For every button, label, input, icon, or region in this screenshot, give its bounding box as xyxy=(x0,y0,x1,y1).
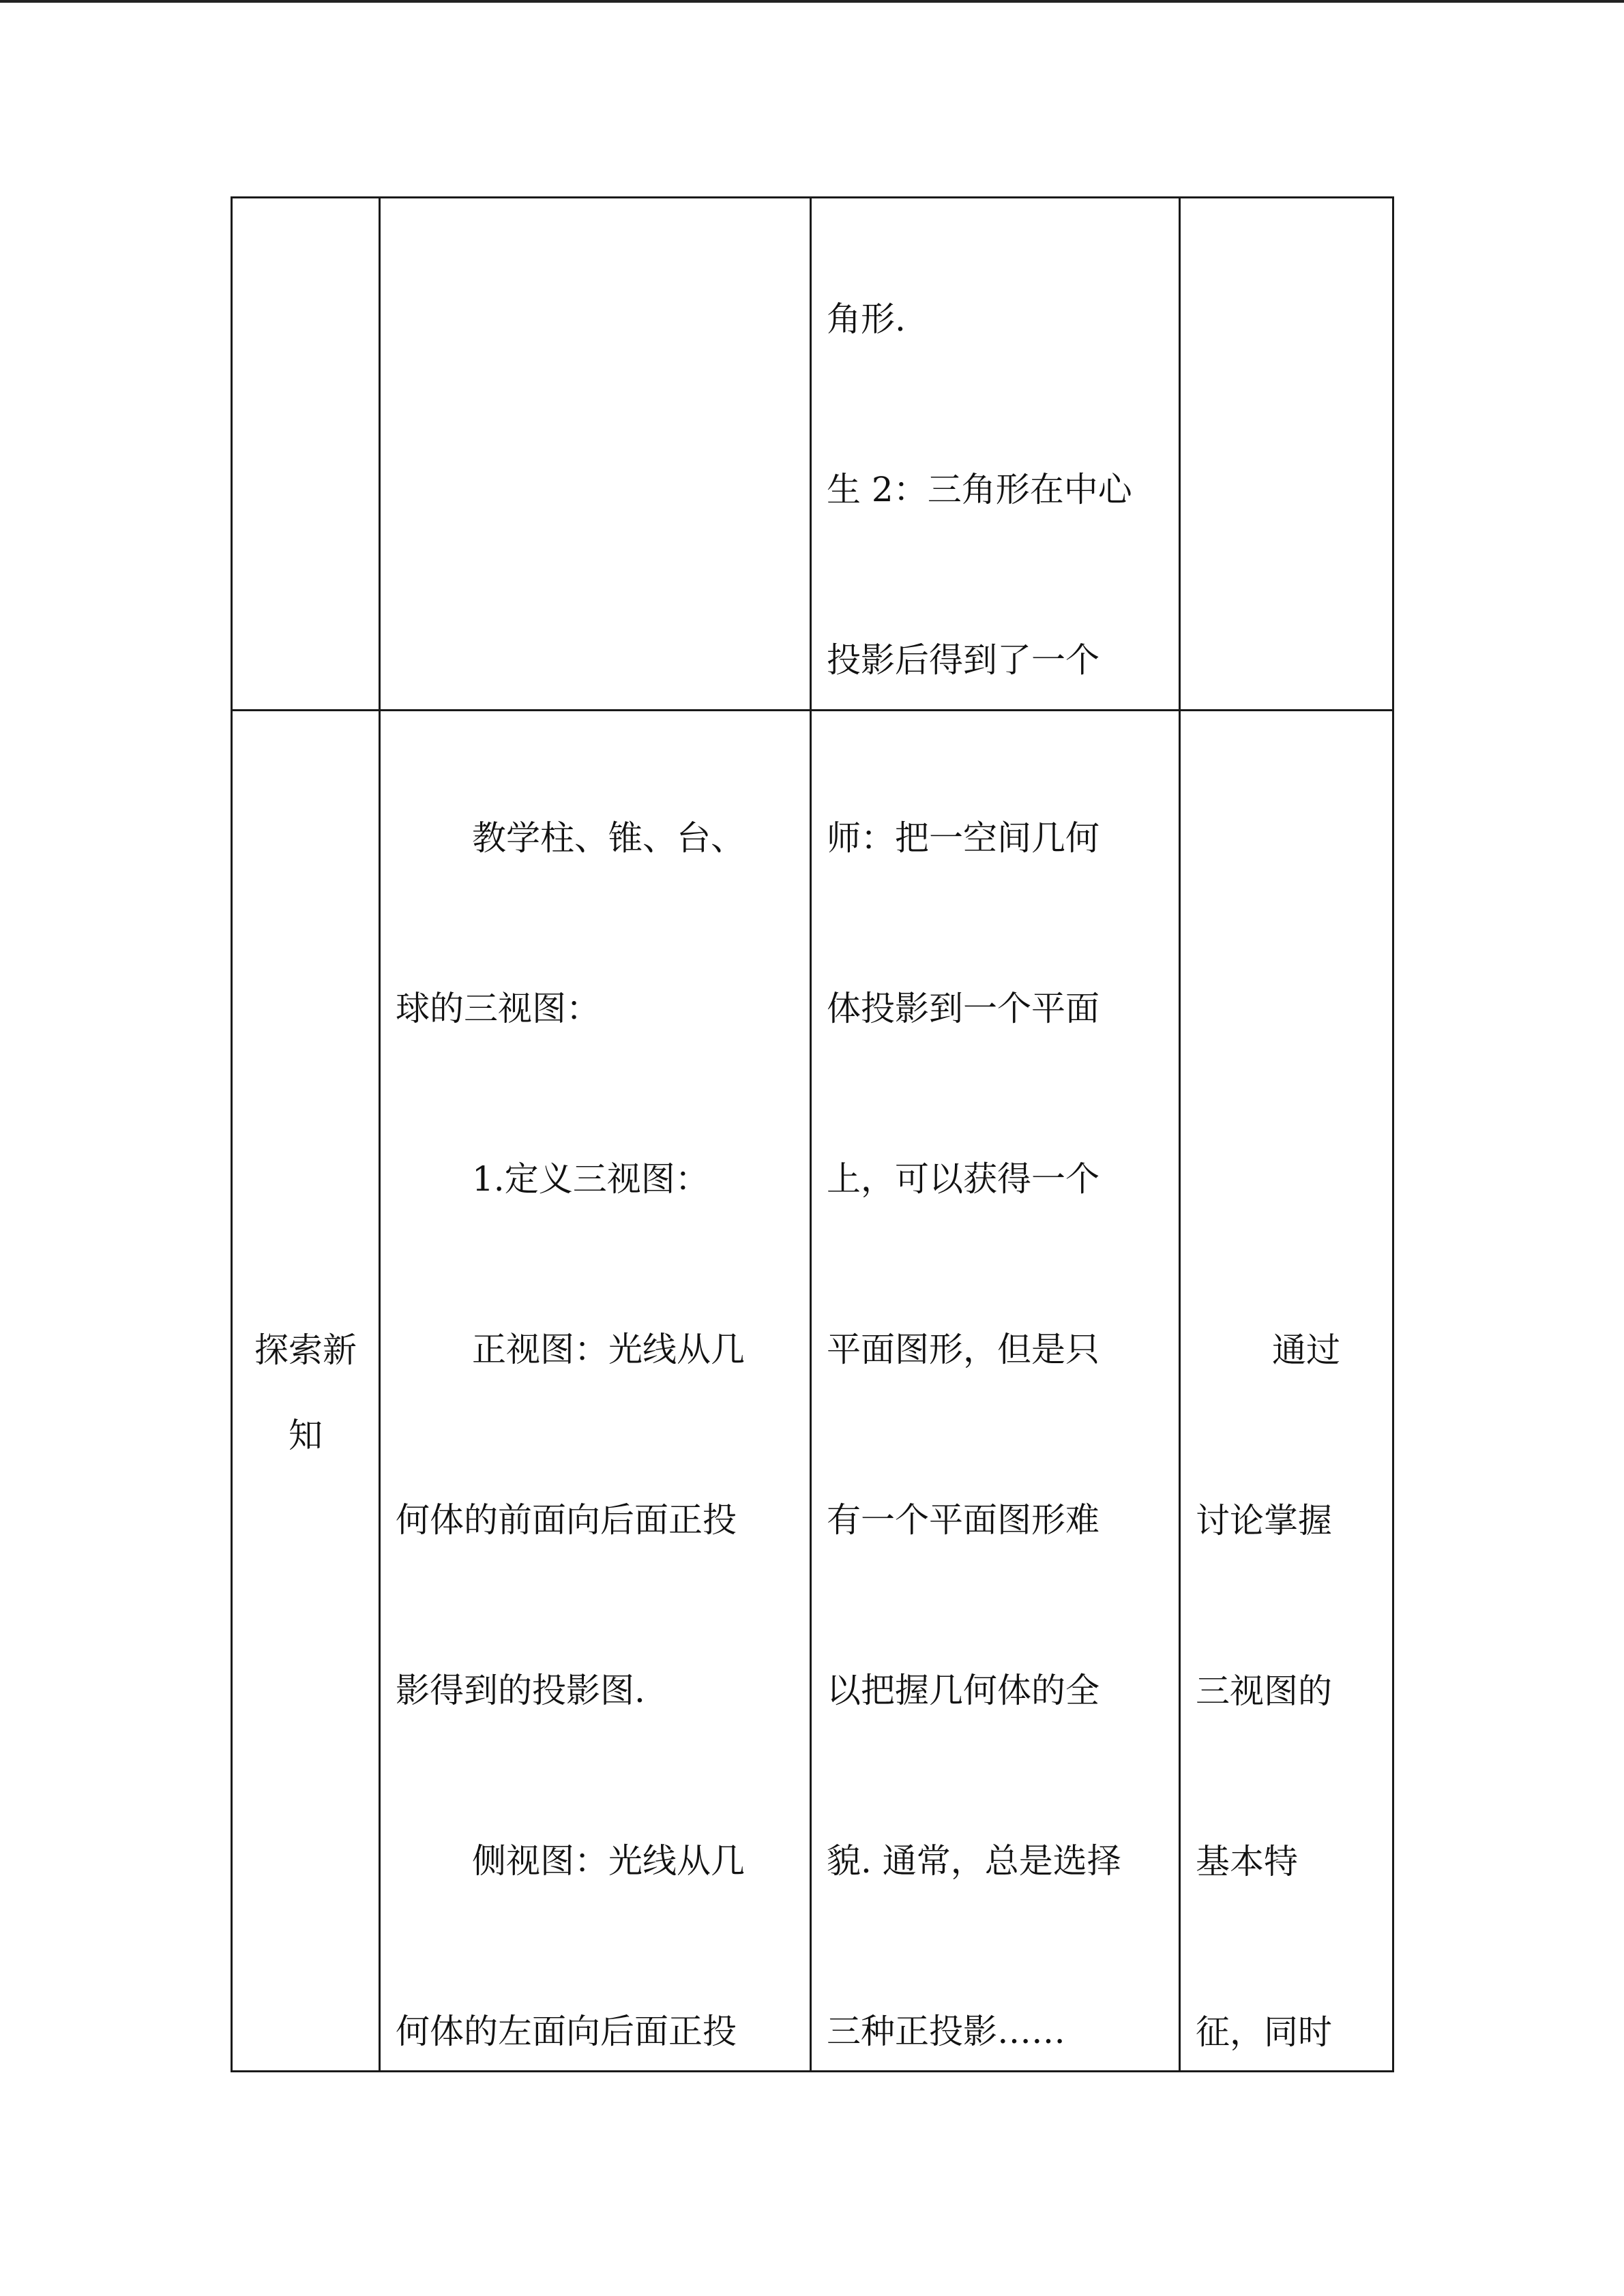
row2-col1-cell xyxy=(231,709,381,2072)
text-line: 通过 xyxy=(1272,1330,1340,1370)
text-line: 生 2：三角形在中心 xyxy=(827,470,1132,509)
text-line: 三视图的 xyxy=(1196,1671,1332,1711)
text-line: 讨论掌握 xyxy=(1196,1501,1332,1540)
text-line: 征，同时 xyxy=(1196,2012,1332,2052)
text-line: 1.定义三视图： xyxy=(472,1159,709,1199)
text-line: 何体的左面向后面正投 xyxy=(396,2012,737,2051)
text-line: 上，可以获得一个 xyxy=(827,1159,1099,1199)
text-line: 貌. 通常，总是选择 xyxy=(827,1841,1121,1881)
text-line: 正视图：光线从几 xyxy=(472,1330,745,1369)
page-top-rule xyxy=(0,0,1624,3)
text-line: 何体的前面向后面正投 xyxy=(396,1500,737,1540)
text-line: 侧视图：光线从几 xyxy=(472,1841,745,1881)
row2-col3-cell xyxy=(810,709,1181,2072)
text-line: 体投影到一个平面 xyxy=(827,989,1099,1028)
row1-col3-text xyxy=(827,196,1169,711)
teacher-student-activity xyxy=(827,711,1169,2072)
section-label xyxy=(233,1308,379,1478)
row1-col1-cell xyxy=(231,196,381,711)
text-line: 球的三视图： xyxy=(396,989,600,1028)
text-line: 影得到的投影图. xyxy=(396,1671,645,1710)
text-line: 有一个平面图形难 xyxy=(827,1500,1099,1540)
row2-col2-cell xyxy=(379,709,812,2072)
text-line: 师：把一空间几何 xyxy=(827,818,1099,858)
row1-col4-cell xyxy=(1179,196,1394,711)
row1-col3-cell xyxy=(810,196,1181,711)
text-line: 三种正投影…… xyxy=(827,2012,1065,2051)
text-line: 以把握几何体的全 xyxy=(827,1671,1099,1710)
row2-col4-cell xyxy=(1179,709,1394,2072)
text-line: 教学柱、锥、台、 xyxy=(472,818,745,858)
text-line: 基本特 xyxy=(1196,1842,1298,1881)
teaching-content xyxy=(396,711,800,2072)
text-line: 角形. xyxy=(827,299,906,339)
text-line: 平面图形，但是只 xyxy=(827,1330,1099,1369)
row1-col2-cell xyxy=(379,196,812,711)
section-label-line: 知 xyxy=(289,1416,323,1455)
text-line: 投影后得到了一个 xyxy=(827,640,1099,680)
section-label-line: 探索新 xyxy=(254,1330,357,1370)
design-intent xyxy=(1196,1223,1383,2072)
